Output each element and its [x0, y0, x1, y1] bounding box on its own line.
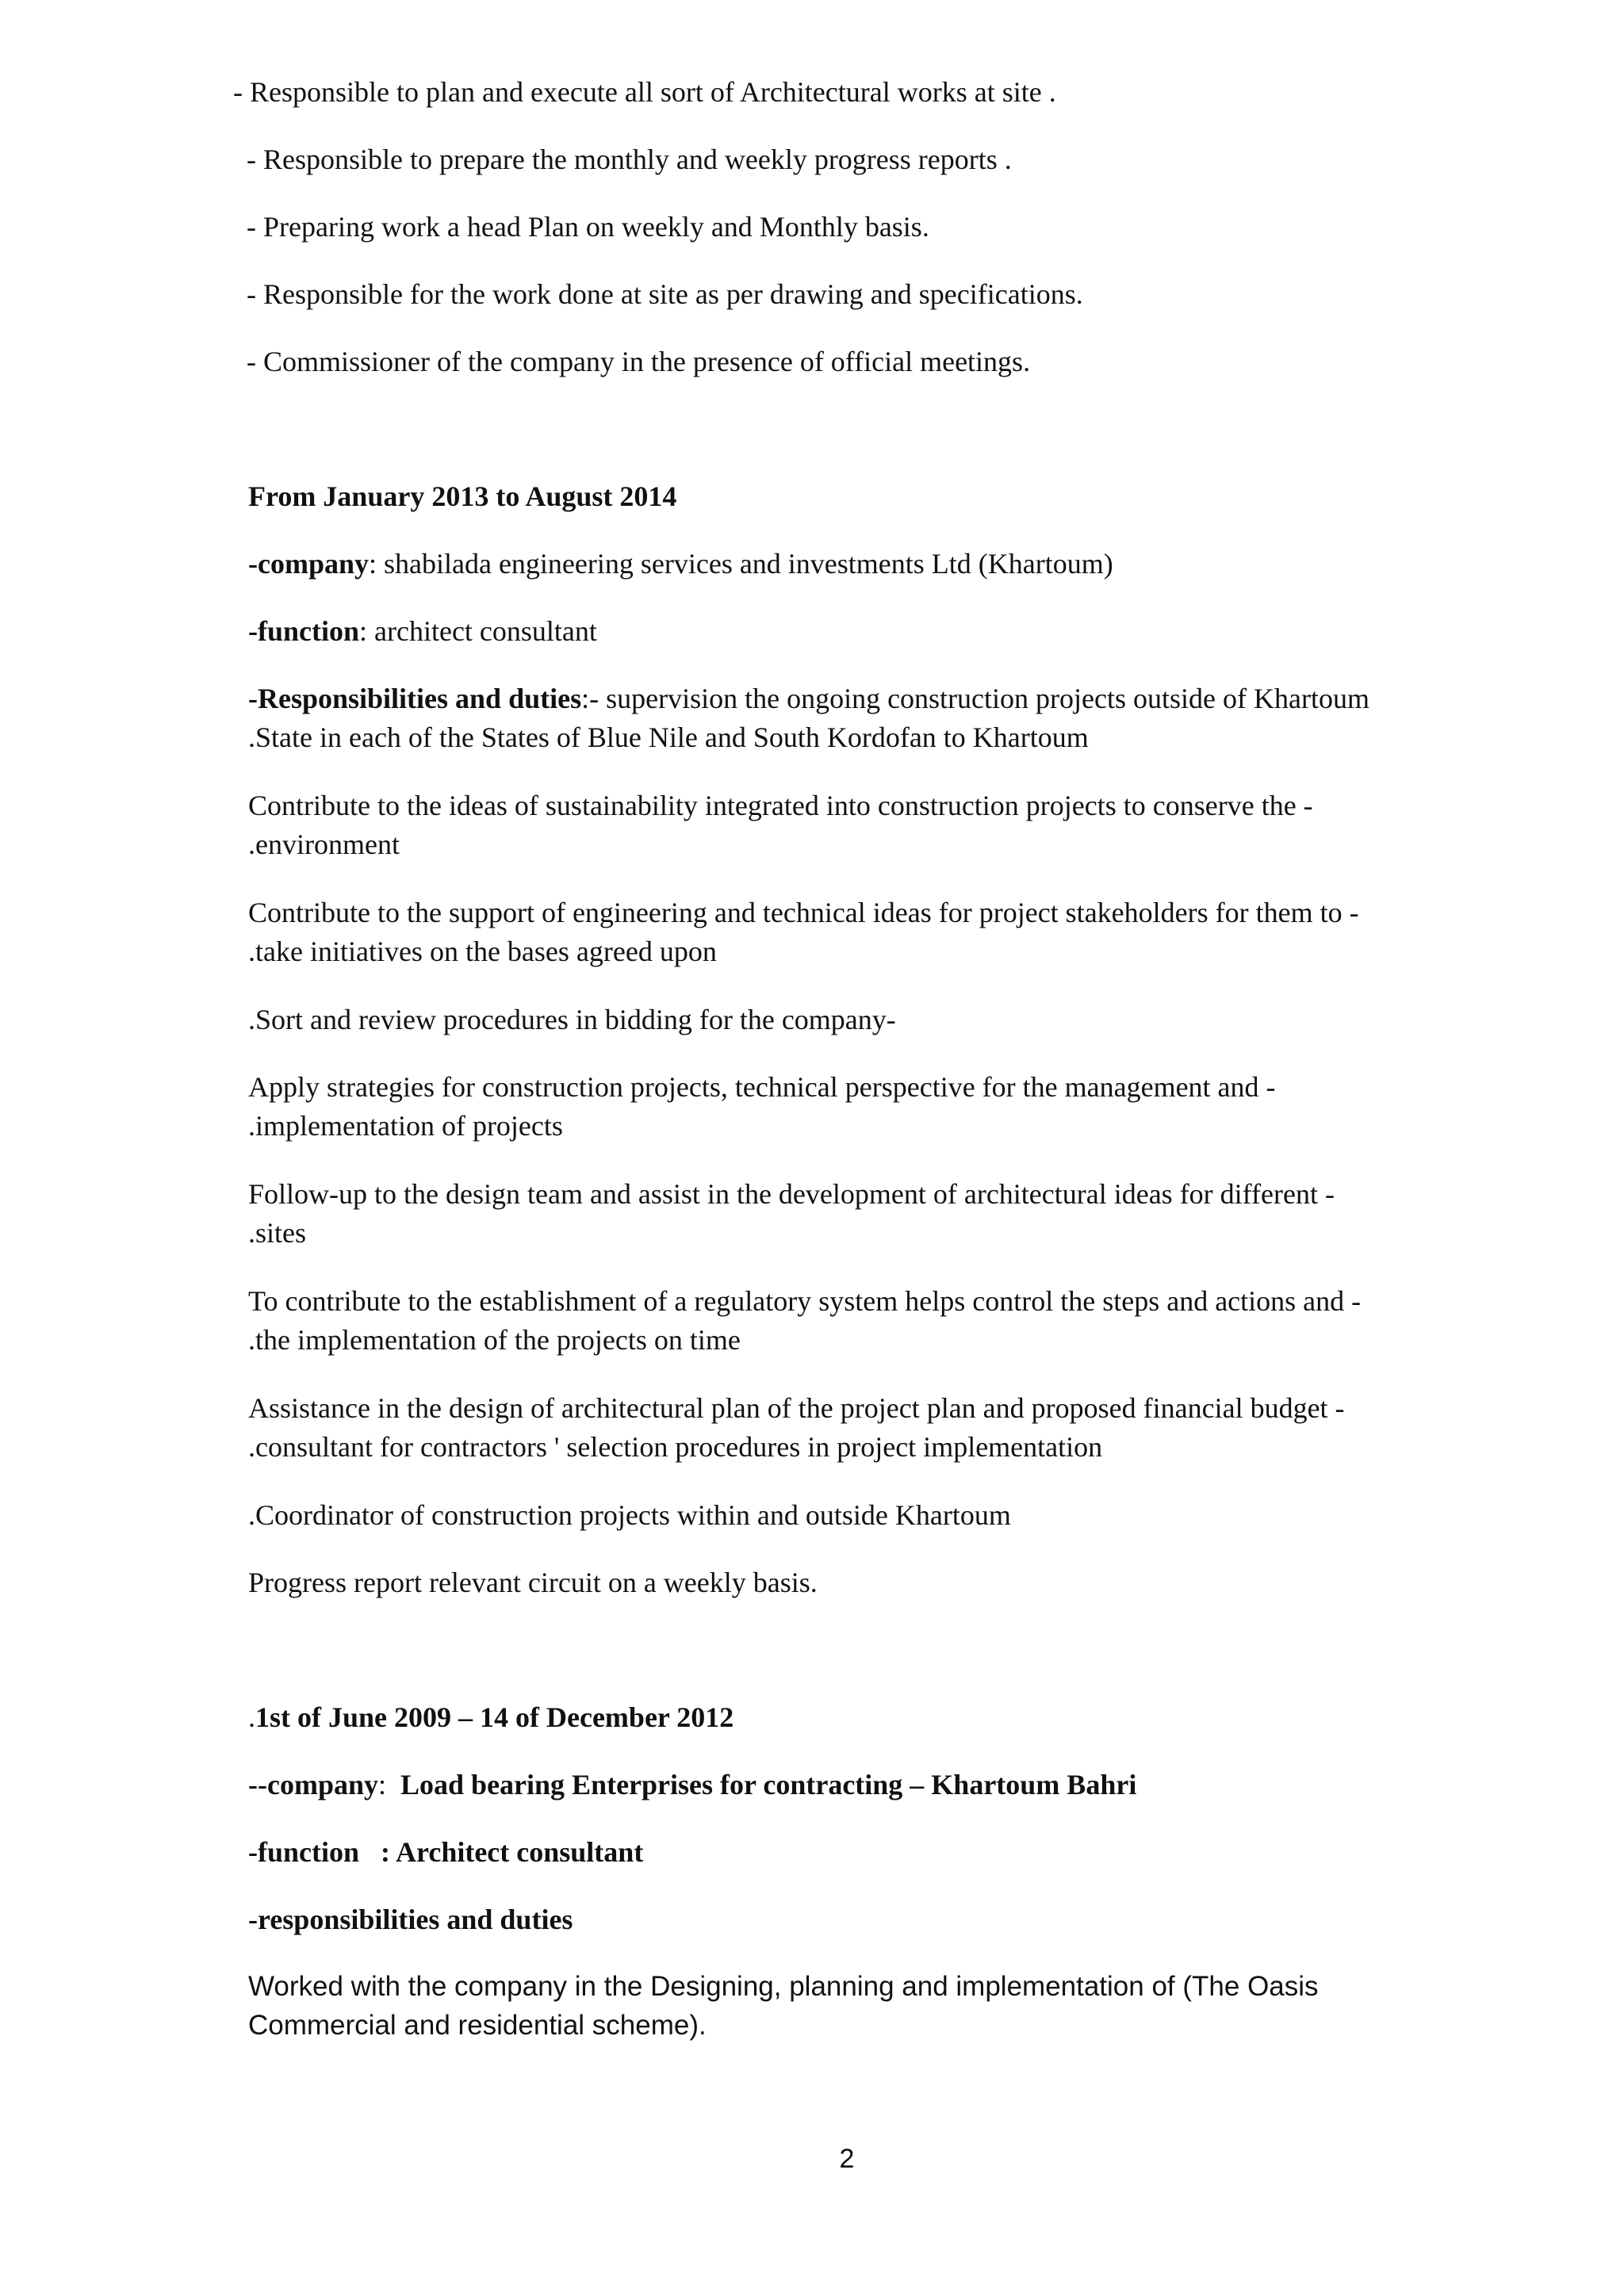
responsibilities-value: :- supervision the ongoing construction projects outside of Khartoum	[581, 683, 1369, 714]
duty-item-continuation: .sites	[248, 1217, 307, 1249]
duty-item: Contribute to the support of engineering and technical ideas for project stakeholders for them to -	[248, 897, 1359, 928]
duty-item-continuation: .environment	[248, 828, 400, 860]
responsibilities-label: -responsibilities and duties	[248, 1904, 573, 1935]
bullet-item: - Preparing work a head Plan on weekly and Monthly basis.	[247, 211, 929, 243]
company-line	[248, 545, 1113, 583]
duty-item: .Coordinator of construction projects within and outside Khartoum	[248, 1499, 1011, 1531]
responsibilities-line	[248, 679, 1369, 718]
job-period	[248, 1698, 733, 1736]
bullet-item: - Commissioner of the company in the presence of official meetings.	[247, 346, 1031, 377]
job-description-continuation: Commercial and residential scheme).	[248, 2010, 707, 2041]
job-period: From January 2013 to August 2014	[248, 480, 677, 512]
duty-item: Progress report relevant circuit on a weekly basis.	[248, 1567, 818, 1598]
bullet-item: - Responsible to prepare the monthly and weekly progress reports .	[247, 144, 1012, 175]
duty-item-continuation: .the implementation of the projects on time	[248, 1324, 741, 1356]
page-number: 2	[839, 2144, 855, 2174]
job-period-text: 1st of June 2009 – 14 of December 2012	[255, 1701, 734, 1733]
function-label: -function	[248, 615, 360, 647]
company-label: --company	[248, 1769, 378, 1800]
company-label: -company	[248, 548, 369, 580]
company-value: Load bearing Enterprises for contracting – Khartoum Bahri	[400, 1769, 1137, 1800]
responsibilities-continuation: .State in each of the States of Blue Nile and South Kordofan to Khartoum	[248, 721, 1089, 753]
duty-item: Apply strategies for construction projects, technical perspective for the management and -	[248, 1071, 1276, 1103]
duty-item-continuation: .take initiatives on the bases agreed upon	[248, 936, 717, 967]
bullet-item: - Responsible for the work done at site as per drawing and specifications.	[247, 278, 1083, 310]
duty-item: Assistance in the design of architectural plan of the project plan and proposed financial budget -	[248, 1392, 1345, 1424]
company-line	[248, 1766, 1136, 1804]
duty-item: Follow-up to the design team and assist in the development of architectural ideas for different -	[248, 1178, 1335, 1210]
job-period-prefix: .	[248, 1701, 255, 1733]
function-line: -function : Architect consultant	[248, 1836, 644, 1868]
company-value: : shabilada engineering services and investments Ltd (Khartoum)	[369, 548, 1113, 580]
duty-item-continuation: .implementation of projects	[248, 1110, 563, 1142]
bullet-item: - Responsible to plan and execute all sort of Architectural works at site .	[233, 76, 1056, 108]
function-line	[248, 612, 597, 650]
duty-item-continuation: .consultant for contractors ' selection procedures in project implementation	[248, 1431, 1103, 1463]
job-description: Worked with the company in the Designing, planning and implementation of (The Oasis	[248, 1971, 1319, 2002]
duty-item: .Sort and review procedures in bidding for the company-	[248, 1004, 896, 1035]
function-value: : architect consultant	[359, 615, 597, 647]
duty-item: Contribute to the ideas of sustainability integrated into construction projects to conserve the -	[248, 790, 1313, 821]
company-separator: :	[378, 1769, 401, 1800]
duty-item: To contribute to the establishment of a regulatory system helps control the steps and actions and -	[248, 1285, 1362, 1317]
responsibilities-label: -Responsibilities and duties	[248, 683, 582, 714]
